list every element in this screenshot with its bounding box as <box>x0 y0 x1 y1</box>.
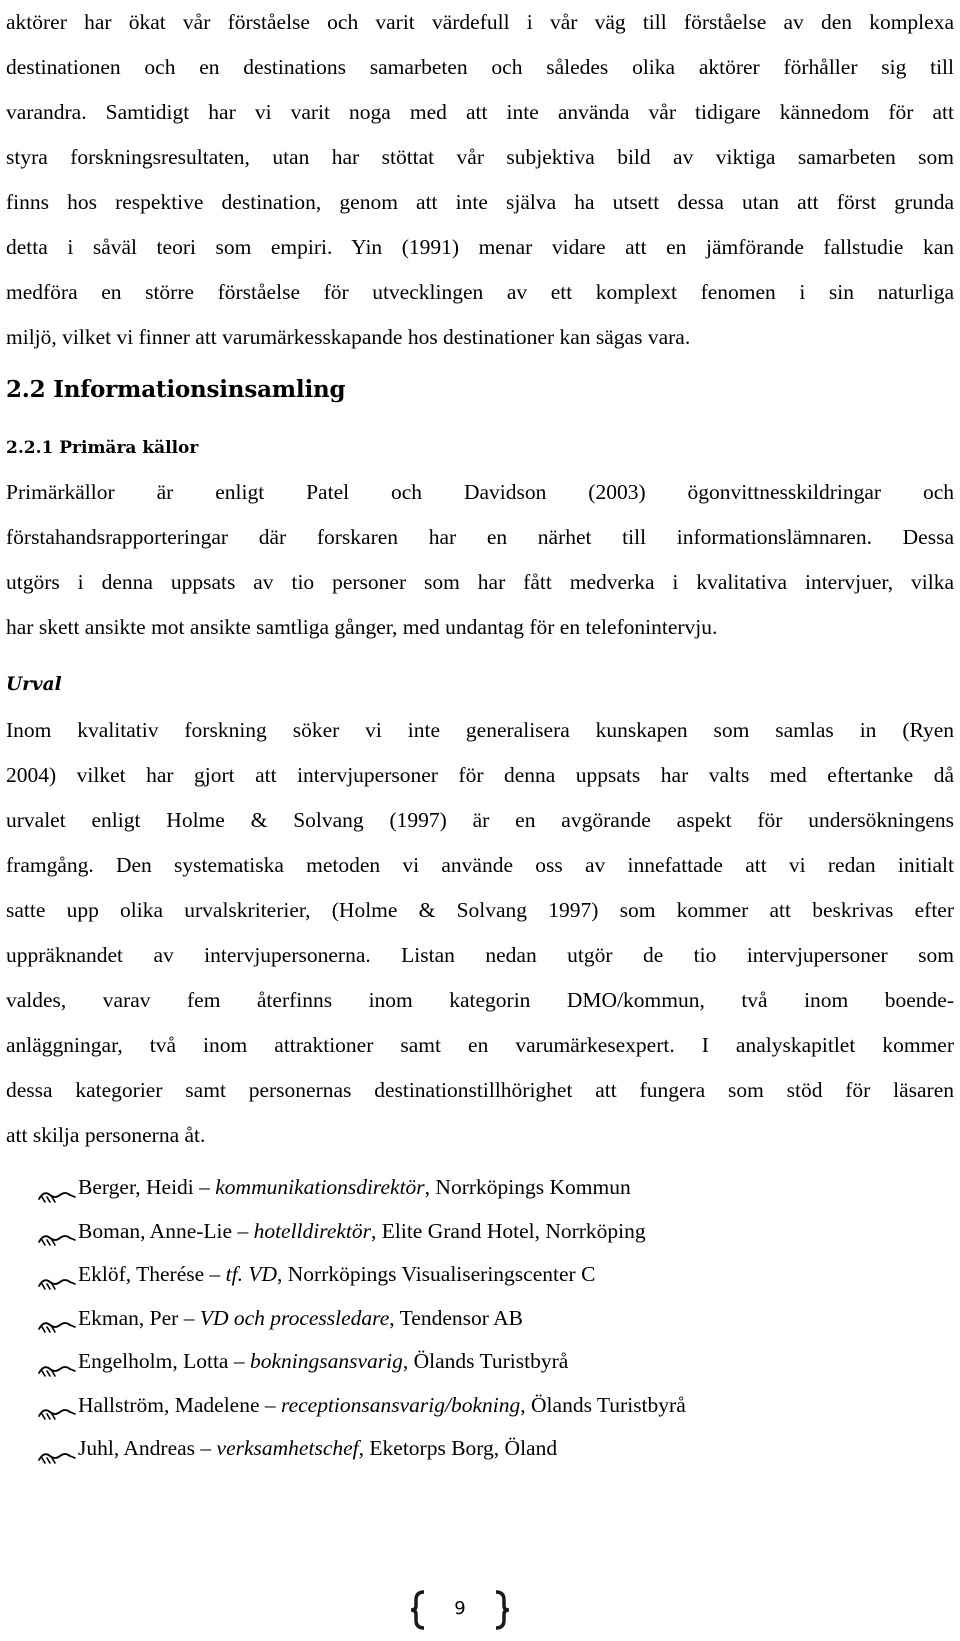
urval-line: uppräknandet av intervjupersonerna. Listan nedan utgör de tio intervjupersoner som <box>6 943 954 967</box>
interviewee-role: receptionsansvarig/bokning <box>281 1392 521 1417</box>
pointing-hand-bullet-icon <box>36 1439 78 1459</box>
primary-line: förstahandsrapporteringar där forskaren har en närhet till informationslämnaren. Dessa <box>6 525 954 549</box>
urval-heading: Urval <box>6 674 62 695</box>
pointing-hand-bullet-icon <box>36 1308 78 1328</box>
interviewee-list <box>36 1166 936 1471</box>
urval-line: 2004) vilket har gjort att intervjupersoner för denna uppsats har valts med eftertanke då <box>6 763 954 787</box>
intro-line: varandra. Samtidigt har vi varit noga med att inte använda vår tidigare kännedom för att <box>6 100 954 124</box>
interviewee-organization: , Ölands Turistbyrå <box>520 1392 686 1417</box>
interviewee-role: verksamhetschef <box>216 1436 359 1460</box>
interviewee-organization: , Tendensor AB <box>389 1305 523 1330</box>
intro-line: styra forskningsresultaten, utan har stöttat vår subjektiva bild av viktiga samarbeten som <box>6 145 954 169</box>
urval-line: Inom kvalitativ forskning söker vi inte generalisera kunskapen som samlas in (Ryen <box>6 718 954 742</box>
interviewee-organization: , Ölands Turistbyrå <box>402 1349 569 1373</box>
interviewee-item <box>36 1427 936 1471</box>
interviewee-organization: , Eketorps Borg, Öland <box>358 1436 558 1460</box>
name-role-separator: – <box>232 1218 254 1243</box>
urval-line: urvalet enligt Holme & Solvang (1997) är en avgörande aspekt för undersökningens <box>6 808 954 832</box>
subsection-heading: 2.2.1 Primära källor <box>6 438 199 458</box>
interviewee-role: VD och processledare <box>199 1305 390 1330</box>
name-role-separator: – <box>259 1392 282 1417</box>
interviewee-item <box>36 1253 936 1297</box>
name-role-separator: – <box>193 1175 216 1199</box>
page-number-brace-frame <box>0 1590 960 1630</box>
primary-line: Primärkällor är enligt Patel och Davidson (2003) ögonvittnesskildringar och <box>6 480 954 504</box>
intro-line: detta i såväl teori som empiri. Yin (1991) menar vidare att en jämförande fallstudie kan <box>6 235 954 259</box>
interviewee-name: Berger, Heidi <box>78 1175 194 1199</box>
interviewee-role: tf. VD <box>225 1262 278 1286</box>
name-role-separator: – <box>195 1436 217 1460</box>
pointing-hand-bullet-icon <box>36 1265 78 1285</box>
intro-paragraph <box>6 0 954 360</box>
interviewee-organization: , Norrköpings Kommun <box>424 1175 631 1199</box>
pointing-hand-bullet-icon <box>36 1395 78 1415</box>
name-role-separator: – <box>178 1305 200 1330</box>
interviewee-item <box>36 1166 936 1210</box>
intro-line: miljö, vilket vi finner att varumärkesskapande hos destinationer kan sägas vara. <box>6 325 691 349</box>
urval-line: anläggningar, två inom attraktioner samt en varumärkesexpert. I analyskapitlet kommer <box>6 1033 954 1057</box>
intro-line: finns hos respektive destination, genom att inte själva ha utsett dessa utan att först grunda <box>6 190 954 214</box>
interviewee-name: Juhl, Andreas <box>78 1436 196 1460</box>
urval-line: valdes, varav fem återfinns inom kategorin DMO/kommun, två inom boende- <box>6 988 954 1012</box>
urval-line: framgång. Den systematiska metoden vi använde oss av innefattade att vi redan initialt <box>6 853 954 877</box>
page-number: 9 <box>454 1598 466 1619</box>
pointing-hand-bullet-icon <box>36 1221 78 1241</box>
urval-line: dessa kategorier samt personernas destinationstillhörighet att fungera som stöd för läsaren <box>6 1078 954 1102</box>
urval-line: satte upp olika urvalskriterier, (Holme & Solvang 1997) som kommer att beskrivas efter <box>6 898 954 922</box>
interviewee-item <box>36 1384 936 1428</box>
interviewee-item <box>36 1210 936 1254</box>
interviewee-organization: , Norrköpings Visualiseringscenter C <box>277 1262 596 1286</box>
intro-line: aktörer har ökat vår förståelse och varit värdefull i vår väg till förståelse av den komplexa <box>6 10 954 34</box>
pointing-hand-bullet-icon <box>36 1352 78 1372</box>
interviewee-name: Engelholm, Lotta <box>78 1349 229 1373</box>
primary-line: utgörs i denna uppsats av tio personer som har fått medverka i kvalitativa intervjuer, vilka <box>6 570 954 594</box>
left-brace-icon <box>411 1592 424 1628</box>
primary-sources-paragraph <box>6 470 954 650</box>
name-role-separator: – <box>228 1349 250 1373</box>
interviewee-role: hotelldirektör <box>253 1218 371 1243</box>
interviewee-name: Boman, Anne-Lie <box>78 1218 233 1243</box>
name-role-separator: – <box>204 1262 226 1286</box>
interviewee-item <box>36 1297 936 1341</box>
right-brace-icon <box>496 1592 509 1628</box>
pointing-hand-bullet-icon <box>36 1178 78 1198</box>
interviewee-role: kommunikationsdirektör <box>215 1175 425 1199</box>
intro-line: destinationen och en destinations samarbeten och således olika aktörer förhåller sig till <box>6 55 954 79</box>
urval-paragraph <box>6 708 954 1158</box>
interviewee-name: Ekman, Per <box>78 1305 179 1330</box>
section-heading: 2.2 Informationsinsamling <box>6 376 346 403</box>
urval-line: att skilja personerna åt. <box>6 1123 206 1147</box>
interviewee-role: bokningsansvarig <box>249 1349 403 1373</box>
interviewee-item <box>36 1340 936 1384</box>
interviewee-name: Eklöf, Therése <box>78 1262 205 1286</box>
intro-line: medföra en större förståelse för utvecklingen av ett komplext fenomen i sin naturliga <box>6 280 954 304</box>
primary-line: har skett ansikte mot ansikte samtliga gånger, med undantag för en telefonintervju. <box>6 615 718 639</box>
interviewee-organization: , Elite Grand Hotel, Norrköping <box>371 1218 646 1243</box>
interviewee-name: Hallström, Madelene <box>78 1392 260 1417</box>
